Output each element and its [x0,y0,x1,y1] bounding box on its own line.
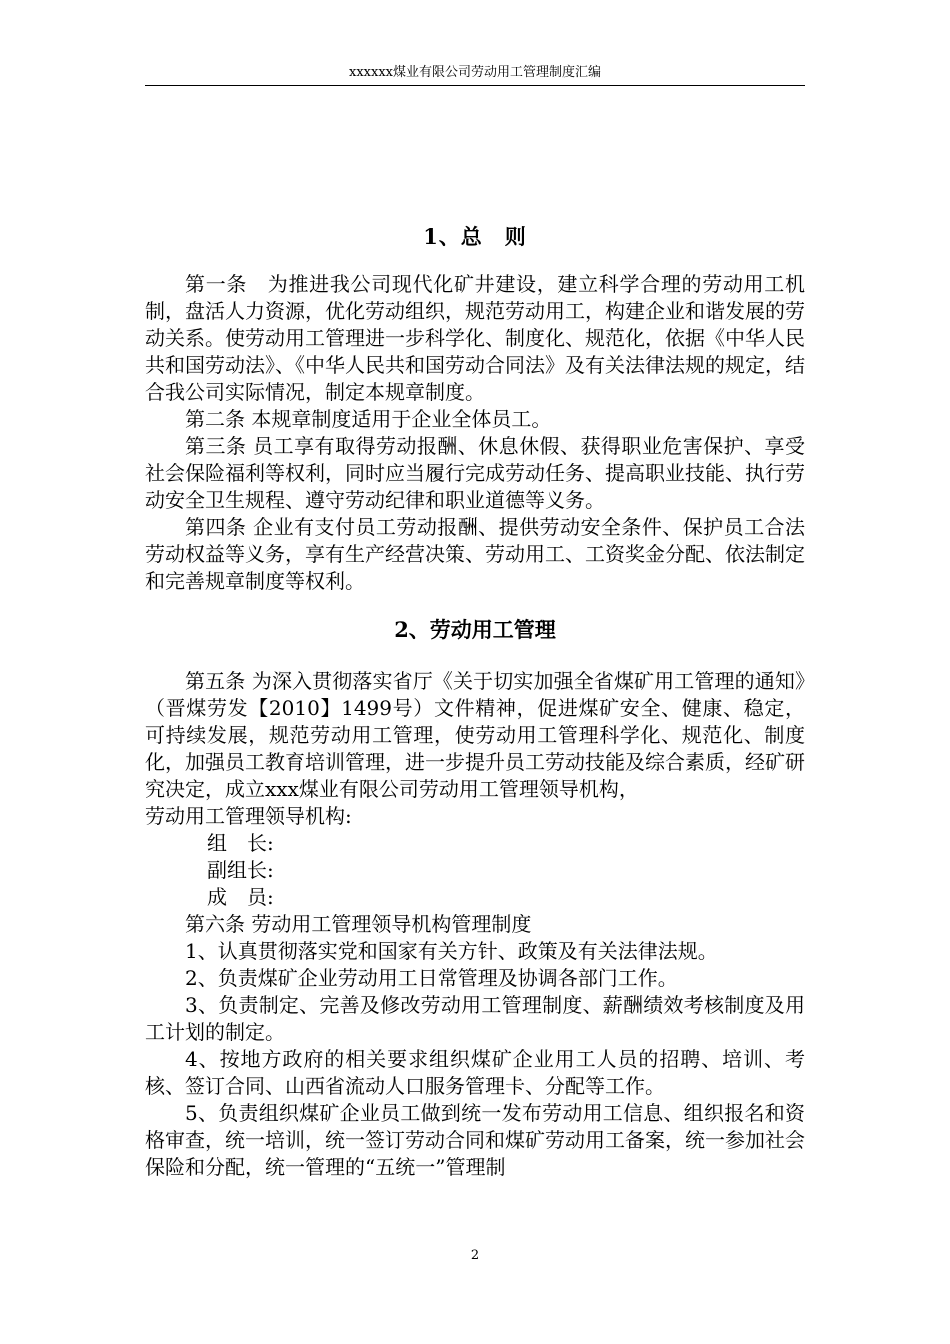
duty-item: 5、负责组织煤矿企业员工做到统一发布劳动用工信息、组织报名和资格审查，统一培训，统一签订劳动合同和煤矿劳动用工备案，统一参加社会保险和分配，统一管理的“五统一”管理制 [145,1101,805,1179]
article-1: 第一条 为推进我公司现代化矿井建设，建立科学合理的劳动用工机制，盘活人力资源，优化劳动组织，规范劳动用工，构建企业和谐发展的劳动关系。使劳动用工管理进一步科学化、制度化、规范化，依据《中华人民共和国劳动法》、《中华人民共和国劳动合同法》及有关法律法规的规定，结合我公司实际情况，制定本规章制度。 [145,272,805,404]
article-2: 第二条 本规章制度适用于企业全体员工。 [185,407,552,431]
article-6-title: 第六条 劳动用工管理领导机构管理制度 [185,912,532,936]
running-header: xxxxxx煤业有限公司劳动用工管理制度汇编 [349,65,601,80]
member-deputy: 副组长: [207,858,274,882]
header-divider [145,85,805,86]
duty-item: 4、按地方政府的相关要求组织煤矿企业用工人员的招聘、培训、考核、签订合同、山西省流动人口服务管理卡、分配等工作。 [145,1047,805,1098]
duty-item: 1、认真贯彻落实党和国家有关方针、政策及有关法律法规。 [185,939,718,963]
article-4: 第四条 企业有支付员工劳动报酬、提供劳动安全条件、保护员工合法劳动权益等义务，享有生产经营决策、劳动用工、工资奖金分配、依法制定和完善规章制度等权利。 [145,515,805,593]
document-body [145,223,805,1181]
page-number: 2 [470,1248,480,1263]
member-staff: 成 员: [207,885,274,909]
article-5: 第五条 为深入贯彻落实省厅《关于切实加强全省煤矿用工管理的通知》（晋煤劳发【2010】1499号）文件精神，促进煤矿安全、健康、稳定，可持续发展，规范劳动用工管理，使劳动用工管理科学化、规范化、制度化，加强员工教育培训管理，进一步提升员工劳动技能及综合素质，经矿研究决定，成立xxx煤业有限公司劳动用工管理领导机构， [145,669,805,801]
section-2-heading: 2、劳动用工管理 [394,617,556,642]
section-1-heading: 1、总 则 [423,224,527,249]
org-label: 劳动用工管理领导机构: [145,804,352,828]
duty-item: 3、负责制定、完善及修改劳动用工管理制度、薪酬绩效考核制度及用工计划的制定。 [145,993,805,1044]
article-3: 第三条 员工享有取得劳动报酬、休息休假、获得职业危害保护、享受社会保险福利等权利，同时应当履行完成劳动任务、提高职业技能、执行劳动安全卫生规程、遵守劳动纪律和职业道德等义务。 [145,434,805,512]
member-leader: 组 长: [207,831,274,855]
duty-item: 2、负责煤矿企业劳动用工日常管理及协调各部门工作。 [185,966,678,990]
